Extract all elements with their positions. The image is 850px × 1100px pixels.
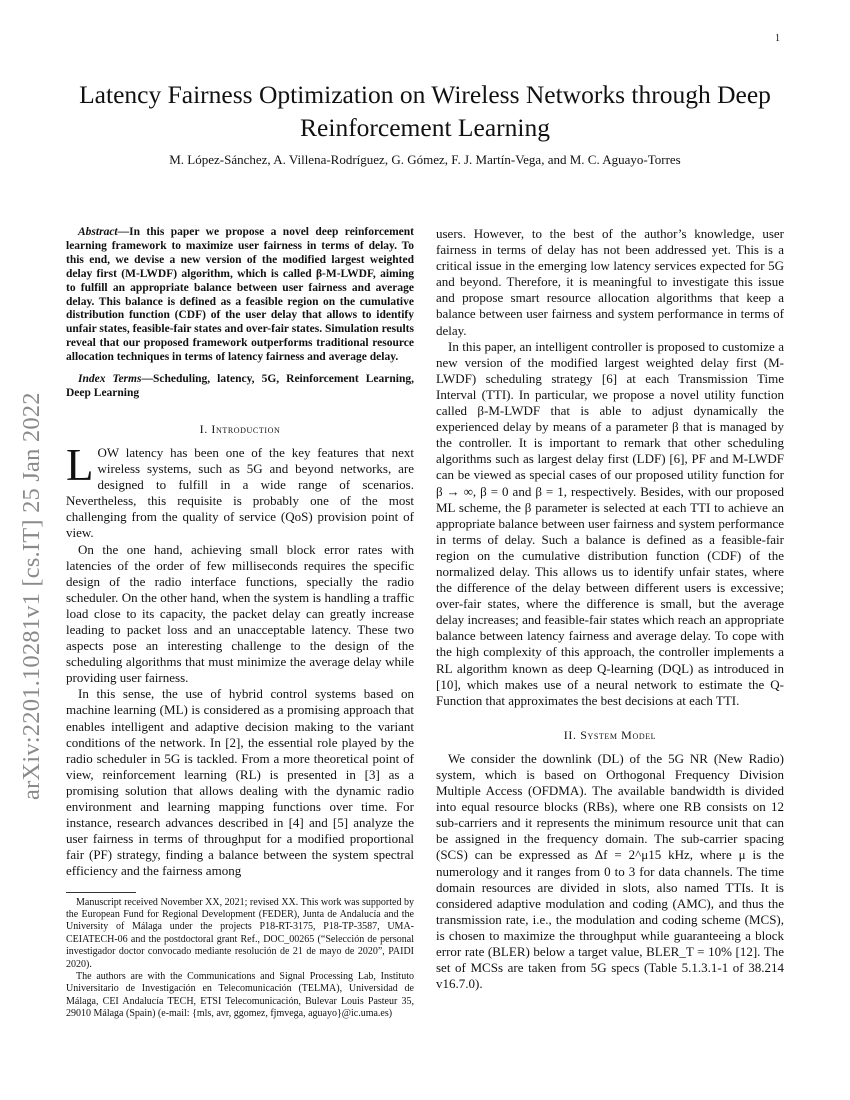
author-list: M. López-Sánchez, A. Villena-Rodríguez, G. Gómez, F. J. Martín-Vega, and M. C. Aguayo-Torres bbox=[169, 152, 681, 167]
section-heading-introduction: I. Introduction bbox=[199, 421, 281, 436]
intro-paragraph-5: In this paper, an intelligent controller is proposed to customize a new version of the modified largest weighted delay first (M-LWDF) scheduling strategy [6] at each Transmission Time Interval (TTI). In particular, we propose a novel utility function called β-M-LWDF that is able to adjust dynamically the experienced delay by means of a parameter β that is managed by the controller. It is important to remark that other scheduling algorithms such as largest delay first (LDF) [6], PF and M-LWDF can be viewed as special cases of our proposed utility function for β → ∞, β = 0 and β = 1, respectively. Besides, with our proposed ML scheme, the β parameter is selected at each TTI to achieve an appropriate balance between user fairness and system performance in terms of delay. Such a balance is defined as a feasible-fair region on the cumulative distribution function (CDF) of the normalized delay. This allows us to identify unfair states, where the difference of the delay between different users is excessive; over-fair states, where the difference is small, but the average delay increases; and feasible-fair states which reach an appropriate balance between latency fairness and average delay. To cope with the high complexity of this approach, the controller implements a RL algorithm known as deep Q-learning (DQL) as introduced in [10], which makes use of a neural network to estimate the Q-Function that approximates the best decisions at each TTI. bbox=[436, 338, 784, 708]
index-terms bbox=[66, 373, 414, 401]
intro-paragraph-3: In this sense, the use of hybrid control systems based on machine learning (ML) is considered as a promising approach that enables intelligent and adaptive decision making to the variant conditions of the network. In [2], the essential role played by the radio scheduler in 5G is tackled. From a more theoretical point of view, reinforcement learning (RL) is presented in [3] as a promising solution that allows dealing with the dynamic radio environment and learning mapping functions over time. For instance, research advances described in [4] and [5] analyze the user fairness in terms of throughput for a modified proportional fair (PF) strategy, finding a balance between the system spectral efficiency and the fairness among bbox=[66, 686, 414, 879]
abstract-label: Abstract bbox=[78, 226, 118, 238]
footnote-manuscript: Manuscript received November XX, 2021; revised XX. This work was supported by the European Fund for Regional Development (FEDER), Junta de Andalucía and the University of Málaga under the projects P18-RT-3175, P18-TP-3587, UMA-CEIATECH-06 and the postdoctoral grant Ref., DOC_00265 (“Selección de personal investigador doctor convocado mediante resolución de 21 de mayo de 2020”, PAIDI 2020). bbox=[66, 896, 414, 970]
abstract bbox=[66, 226, 414, 365]
paper-title: Latency Fairness Optimization on Wireless Networks through Deep Reinforcement Learning bbox=[79, 80, 771, 142]
footnote-divider bbox=[66, 892, 136, 893]
abstract-text: —In this paper we propose a novel deep reinforcement learning framework to maximize user fairness in terms of delay. To this end, we devise a new version of the modified largest weighted delay first (M-LWDF) algorithm, which is called β-M-LWDF, aiming to fulfill an appropriate balance between user fairness and average delay. This balance is defined as a feasible region on the cumulative distribution function (CDF) of the user delay that allows to identify unfair states, feasible-fair states and over-fair states. Simulation results reveal that our proposed framework outperforms traditional resource allocation techniques in terms of latency fairness and average delay. bbox=[66, 226, 414, 364]
index-terms-text: —Scheduling, latency, 5G, Reinforcement Learning, Deep Learning bbox=[66, 373, 414, 399]
footnote-affiliation: The authors are with the Communications and Signal Processing Lab, Instituto Universitario de Investigación en Telecomunicación (TELMA), Universidad de Málaga, CEI Andalucía TECH, ETSI Telecomunicación, Bulevar Louis Pasteur 35, 29010 Málaga (Spain) (e-mail: {mls, avr, ggomez, fjmvega, aguayo}@ic.uma.es) bbox=[66, 970, 414, 1020]
intro-paragraph-4: users. However, to the best of the author’s knowledge, user fairness in terms of delay has not been addressed yet. This is a critical issue in the emerging low latency services expected for 5G and beyond. Therefore, it is meaningful to investigate this issue and propose smart resource allocation algorithms that keep a balance between user fairness and system performance in terms of delay. bbox=[436, 226, 784, 338]
page-number: 1 bbox=[775, 33, 780, 44]
left-column bbox=[66, 226, 414, 1021]
drop-cap-letter: L bbox=[66, 439, 94, 490]
right-column bbox=[436, 226, 784, 992]
intro-paragraph-1-text: OW latency has been one of the key features that next wireless systems, such as 5G and beyond networks, are designed to fulfill in a wide range of scenarios. Nevertheless, this requisite is probably one of the most challenging from the quality of service (QoS) provision point of view. bbox=[66, 444, 414, 541]
intro-paragraph-1 bbox=[66, 439, 414, 542]
section-heading-system-model: II. System Model bbox=[563, 727, 657, 742]
index-terms-label: Index Terms bbox=[78, 373, 142, 386]
intro-paragraph-2: On the one hand, achieving small block error rates with latencies of the order of few milliseconds requires the specific design of the radio interface functions, specially the radio scheduler. On the other hand, when the system is handling a traffic load close to its capacity, the packet delay can greatly increase leading to packet loss and an unacceptable latency. These two aspects pose an interesting challenge to the design of the scheduling algorithms that must minimize the average delay while providing user fairness. bbox=[66, 541, 414, 686]
arxiv-identifier-stamp: arXiv:2201.10281v1 [cs.IT] 25 Jan 2022 bbox=[18, 392, 45, 800]
system-model-paragraph-1: We consider the downlink (DL) of the 5G NR (New Radio) system, which is based on Orthogonal Frequency Division Multiple Access (OFDMA). The available bandwidth is divided into equal resource blocks (RBs), where one RB consists on 12 sub-carriers and it represents the minimum resource unit that can be assigned in the frequency domain. The sub-carrier spacing (SCS) can be expressed as Δf = 2^μ15 kHz, where μ is the numerology and it ranges from 0 to 3 for data channels. The time domain resources are divided in slots, also named TTIs. It is considered adaptive modulation and coding (AMC), and thus the transmission rate, i.e., the modulation and coding scheme (MCS), is chosen to maximize the throughput while guaranteeing a block error rate (BLER) below a target value, BLER_T = 10% [12]. The set of MCSs are taken from 5G specs (Table 5.1.3.1-1 of 38.214 v16.7.0). bbox=[436, 750, 784, 992]
